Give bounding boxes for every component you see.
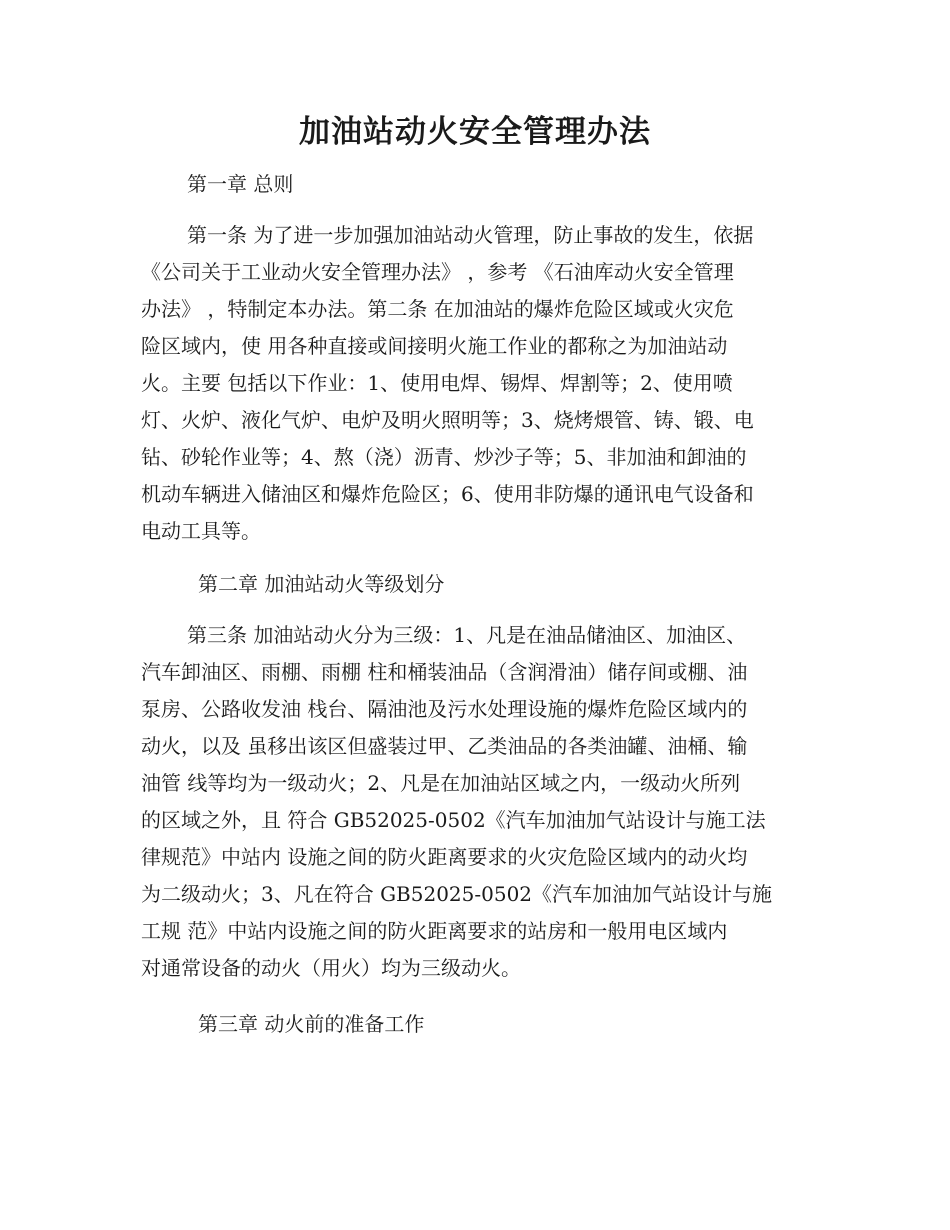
paragraph-line: 第一条 为了进一步加强加油站动火管理，防止事故的发生，依据 (187, 223, 754, 247)
paragraph-line: 火。主要 包括以下作业：1、使用电焊、锡焊、焊割等；2、使用喷 (141, 371, 733, 395)
paragraph-line: 汽车卸油区、雨棚、雨棚 柱和桶装油品（含润滑油）储存间或棚、油 (141, 660, 748, 684)
paragraph-line: 对通常设备的动火（用火）均为三级动火。 (141, 956, 521, 980)
paragraph-line: 动火，以及 虽移出该区但盛装过甲、乙类油品的各类油罐、油桶、输 (141, 734, 748, 758)
paragraph-article-3 (141, 617, 811, 987)
chapter-heading-3: 第三章 动火前的准备工作 (198, 1012, 425, 1036)
paragraph-line: 律规范》中站内 设施之间的防火距离要求的火灾危险区域内的动火均 (141, 845, 748, 869)
paragraph-line: 险区域内，使 用各种直接或间接明火施工作业的都称之为加油站动 (141, 334, 728, 358)
paragraph-article-1-2 (141, 217, 811, 550)
paragraph-line: 钻、砂轮作业等；4、熬（浇）沥青、炒沙子等；5、非加油和卸油的 (141, 445, 747, 469)
chapter-heading-1: 第一章 总则 (187, 172, 294, 196)
paragraph-line: 油管 线等均为一级动火；2、凡是在加油站区域之内，一级动火所列 (141, 771, 741, 795)
paragraph-line: 灯、火炉、液化气炉、电炉及明火照明等；3、烧烤煨管、铸、锻、电 (141, 408, 754, 432)
paragraph-line: 电动工具等。 (141, 519, 261, 543)
paragraph-line: 《公司关于工业动火安全管理办法》 ，参考 《石油库动火安全管理 (141, 260, 734, 284)
paragraph-line: 工规 范》中站内设施之间的防火距离要求的站房和一般用电区域内 (141, 919, 728, 943)
chapter-heading-2: 第二章 加油站动火等级划分 (198, 572, 445, 596)
document-title: 加油站动火安全管理办法 (299, 114, 651, 150)
paragraph-line: 机动车辆进入储油区和爆炸危险区；6、使用非防爆的通讯电气设备和 (141, 482, 754, 506)
paragraph-line: 的区域之外，且 符合 GB52025-0502《汽车加油加气站设计与施工法 (141, 808, 766, 832)
paragraph-line: 办法》 ，特制定本办法。第二条 在加油站的爆炸危险区域或火灾危 (141, 297, 734, 321)
paragraph-line: 泵房、公路收发油 栈台、隔油池及污水处理设施的爆炸危险区域内的 (141, 697, 748, 721)
paragraph-line: 为二级动火；3、凡在符合 GB52025-0502《汽车加油加气站设计与施 (141, 882, 773, 906)
paragraph-line: 第三条 加油站动火分为三级：1、凡是在油品储油区、加油区、 (187, 623, 747, 647)
